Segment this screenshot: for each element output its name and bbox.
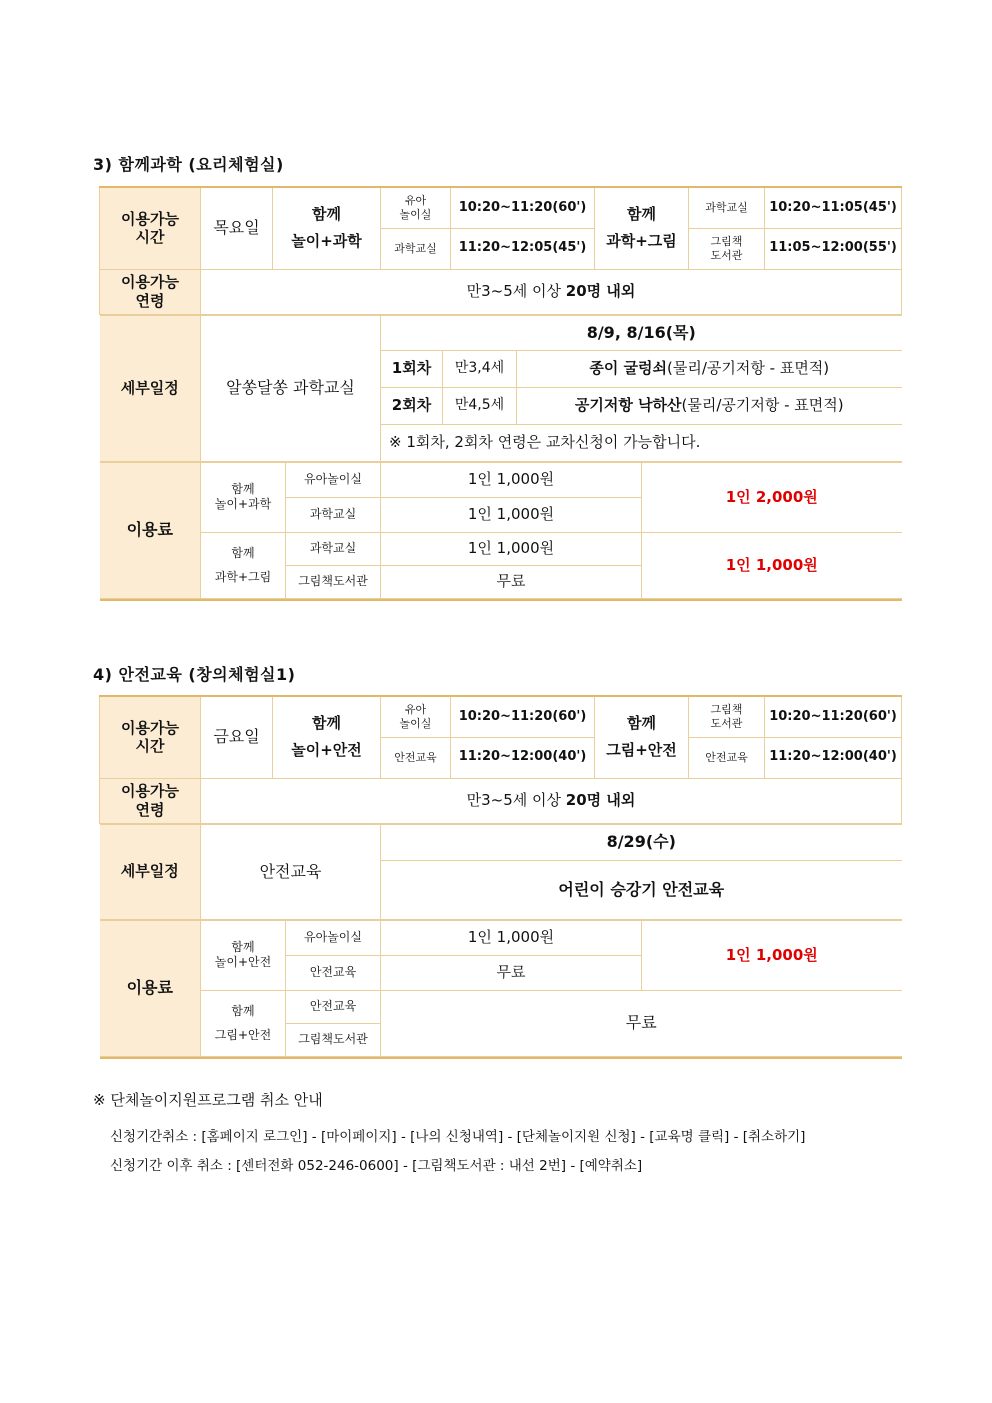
section4-title: 4) 안전교육 (창의체험실1) (93, 665, 296, 684)
b-time1: 10:20~11:20(60') (765, 696, 902, 737)
fee-b-total: 1인 1,000원 (642, 532, 902, 598)
round1-desc: 종이 굴렁쇠(물리/공기저항 - 표면적) (517, 350, 902, 387)
fee-a-total: 1인 2,000원 (642, 462, 902, 532)
fee-a-fee2: 1인 1,000원 (381, 497, 642, 532)
fee-b-room1: 과학교실 (286, 532, 381, 565)
round2: 2회차 (381, 387, 443, 424)
fee-a-fee1: 1인 1,000원 (381, 920, 642, 955)
fee-a-fee1: 1인 1,000원 (381, 462, 642, 497)
sched-date: 8/29(수) (381, 824, 902, 860)
sched-label: 세부일정 (100, 315, 201, 461)
fee-group-b: 함께 과학+그림 (201, 532, 286, 598)
cancel-line1: 신청기간취소 : [홈페이지 로그인] - [마이페이지] - [나의 신청내역] - [단체놀이지원 신청] - [교육명 클릭] - [취소하기] (110, 1129, 806, 1145)
sched-date: 8/9, 8/16(목) (381, 315, 902, 350)
age-value: 만3~5세 이상 20명 내외 (201, 778, 902, 823)
a-time2: 11:20~12:05(45') (451, 228, 595, 269)
sched-label: 세부일정 (100, 824, 201, 919)
fee-group-a: 함께 놀이+안전 (201, 920, 286, 990)
b-time2: 11:20~12:00(40') (765, 737, 902, 778)
day-cell: 목요일 (201, 187, 273, 269)
section4-table (99, 695, 902, 1059)
group-a-cell: 함께 놀이+안전 (273, 696, 381, 778)
group-b-cell: 함께 과학+그림 (595, 187, 689, 269)
fee-group-b: 함께 그림+안전 (201, 990, 286, 1056)
age-value: 만3~5세 이상 20명 내외 (201, 269, 902, 314)
b-room2: 안전교육 (689, 737, 765, 778)
a-room1: 유아 놀이실 (381, 187, 451, 228)
sched-desc: 어린이 승강기 안전교육 (381, 860, 902, 919)
cancel-line2: 신청기간 이후 취소 : [센터전화 052-246-0600] - [그림책도서관 : 내선 2번] - [예약취소] (110, 1158, 643, 1174)
day-cell: 금요일 (201, 696, 273, 778)
round1: 1회차 (381, 350, 443, 387)
a-room2: 과학교실 (381, 228, 451, 269)
group-b-cell: 함께 그림+안전 (595, 696, 689, 778)
fee-b-fee2: 무료 (381, 565, 642, 598)
fee-a-room1: 유아놀이실 (286, 462, 381, 497)
fee-b-fee1: 1인 1,000원 (381, 532, 642, 565)
fee-a-room1: 유아놀이실 (286, 920, 381, 955)
round2-desc: 공기저항 낙하산(물리/공기저항 - 표면적) (517, 387, 902, 424)
a-room2: 안전교육 (381, 737, 451, 778)
round1-age: 만3,4세 (443, 350, 517, 387)
fee-a-total: 1인 1,000원 (642, 920, 902, 990)
time-label: 이용가능 시간 (100, 187, 201, 269)
fee-label: 이용료 (100, 462, 201, 598)
b-room2: 그림책 도서관 (689, 228, 765, 269)
section3-title: 3) 함께과학 (요리체험실) (93, 155, 284, 174)
fee-a-room2: 안전교육 (286, 955, 381, 990)
a-time2: 11:20~12:00(40') (451, 737, 595, 778)
a-time1: 10:20~11:20(60') (451, 696, 595, 737)
a-room1: 유아 놀이실 (381, 696, 451, 737)
b-time1: 10:20~11:05(45') (765, 187, 902, 228)
fee-b-room2: 그림책도서관 (286, 1023, 381, 1056)
fee-b-room1: 안전교육 (286, 990, 381, 1023)
group-a-cell: 함께 놀이+과학 (273, 187, 381, 269)
time-label: 이용가능 시간 (100, 696, 201, 778)
cancel-title: ※ 단체놀이지원프로그램 취소 안내 (93, 1091, 323, 1109)
sched-name: 안전교육 (201, 824, 381, 919)
section3-table (99, 186, 902, 601)
sched-name: 알쏭달쏭 과학교실 (201, 315, 381, 461)
b-time2: 11:05~12:00(55') (765, 228, 902, 269)
fee-b-total: 무료 (381, 990, 902, 1056)
b-room1: 그림책 도서관 (689, 696, 765, 737)
fee-group-a: 함께 놀이+과학 (201, 462, 286, 532)
age-label: 이용가능 연령 (100, 778, 201, 823)
sched-note: ※ 1회차, 2회차 연령은 교차신청이 가능합니다. (381, 424, 902, 461)
round2-age: 만4,5세 (443, 387, 517, 424)
a-time1: 10:20~11:20(60') (451, 187, 595, 228)
fee-label: 이용료 (100, 920, 201, 1056)
age-label: 이용가능 연령 (100, 269, 201, 314)
fee-a-room2: 과학교실 (286, 497, 381, 532)
b-room1: 과학교실 (689, 187, 765, 228)
fee-b-room2: 그림책도서관 (286, 565, 381, 598)
fee-a-fee2: 무료 (381, 955, 642, 990)
